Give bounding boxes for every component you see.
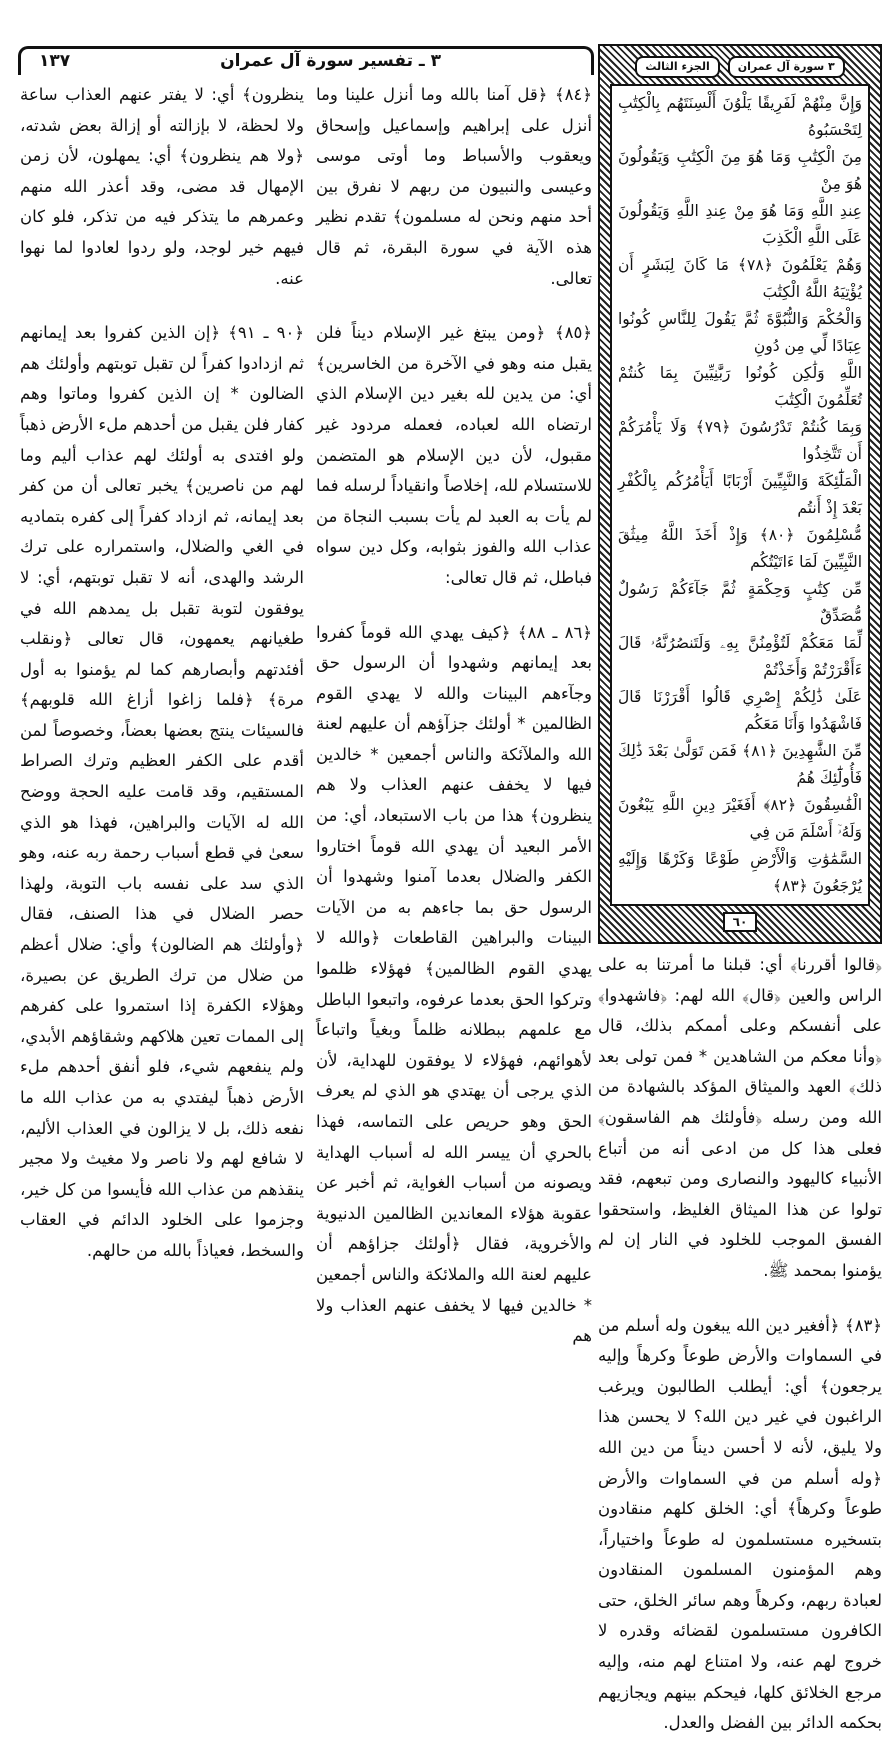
quran-line: الْفَٰسِقُونَ ﴿٨٢﴾ أَفَغَيْرَ دِينِ اللَّهِ يَبْغُونَ وَلَهُۥٓ أَسْلَمَ مَن فِي	[618, 796, 863, 841]
paragraph: ﴿٨٥﴾ ﴿ومن يبتغ غير الإسلام ديناً فلن يقبل منه وهو في الآخرة من الخاسرين﴾ أي: من يدين لله بغير دين الإسلام الذي ارتضاه الله لعباده، فعمله مردود غير مقبول، لأن دين الإسلام هو المتضمن للاستسلام لله، إخلاصاً وانقياداً لرسله فما لم يأت به العبد لم يأت بسبب النجاة من عذاب الله والفوز بثوابه، وكل دين سواه فباطل، ثم قال تعالى:	[316, 323, 592, 587]
quran-line: مِّنَ الشَّٰهِدِينَ ﴿٨١﴾ فَمَن تَوَلَّىٰ بَعْدَ ذَٰلِكَ فَأُولَٰٓئِكَ هُمُ	[618, 742, 862, 787]
sura-label: ٣ سورة آل عمران	[728, 56, 845, 78]
column-right	[598, 950, 882, 1763]
quran-line: وَهُمْ يَعْلَمُونَ ﴿٧٨﴾ مَا كَانَ لِبَشَرٍ أَن يُؤْتِيَهُ اللَّهُ الْكِتَٰبَ	[618, 256, 862, 301]
quran-line: السَّمَٰوَٰتِ وَالْأَرْضِ طَوْعًا وَكَرْهًا وَإِلَيْهِ يُرْجَعُونَ ﴿٨٣﴾	[618, 850, 862, 895]
mushaf-page-box	[598, 44, 882, 944]
juz-label: الجزء الثالث	[635, 56, 719, 78]
quran-line: وَبِمَا كُنتُمْ تَدْرُسُونَ ﴿٧٩﴾ وَلَا يَأْمُرَكُمْ أَن تَتَّخِذُوا	[618, 418, 862, 463]
quran-line: الْمَلَٰٓئِكَةَ وَالنَّبِيِّينَ أَرْبَابًا أَيَأْمُرُكُم بِالْكُفْرِ بَعْدَ إِذْ أَنتُم	[618, 472, 862, 517]
quran-line: مُّسْلِمُونَ ﴿٨٠﴾ وَإِذْ أَخَذَ اللَّهُ مِيثَٰقَ النَّبِيِّينَ لَمَا ءَاتَيْتُكُم	[618, 526, 862, 571]
paragraph: ﴿٨٦ ـ ٨٨﴾ ﴿كيف يهدي الله قوماً كفروا بعد إيمانهم وشهدوا أن الرسول حق وجآءهم البينات والله لا يهدي القوم الظالمين * أولئك جزآؤهم أن عليهم لعنة الله والملآئكة والناس أجمعين * خالدين فيها لا يخفف عنهم العذاب ولا هم ينظرون﴾ هذا من باب الاستبعاد، أي: من الأمر البعيد أن يهدي الله قوماً اختاروا الكفر والضلال بعدما آمنوا وشهدوا أن الرسول حق بما جاءهم به من الآيات البينات والبراهين القاطعات ﴿والله لا يهدي القوم الظالمين﴾ فهؤلاء ظلموا وتركوا الحق بعدما عرفوه، واتبعوا الباطل مع علمهم ببطلانه ظلماً وبغياً واتباعاً لأهوائهم، فهؤلاء لا يوفقون للهداية، لأن الذي يرجى أن يهتدي هو الذي لم يعرف الحق وهو حريص على التماسه، فهذا بالحري أن ييسر الله له أسباب الهداية ويصونه من أسباب الغواية، ثم أخبر عن عقوبة هؤلاء المعاندين الظالمين الدنيوية والأخروية، فقال ﴿أولئك جزاؤهم أن عليهم لعنة الله والملائكة والناس أجمعين * خالدين فيها لا يخفف عنهم العذاب ولا هم	[316, 622, 592, 1346]
paragraph: ﴿قالوا أقررنا﴾ أي: قبلنا ما أمرتنا به على الراس والعين ﴿قال﴾ الله لهم: ﴿فاشهدوا﴾ على أنفسكم وعلى أممكم بذلك، قال ﴿وأنا معكم من الشاهدين * فمن تولى بعد ذلك﴾ العهد والميثاق المؤكد بالشهادة من الله ومن رسله ﴿فأولئك هم الفاسقون﴾ فعلى هذا كل من ادعى أنه من أتباع الأنبياء كاليهود والنصارى ومن تبعهم، فقد تولوا عن هذا الميثاق الغليظ، واستحقوا الفسق الموجب للخلود في النار إن لم يؤمنوا بمحمد ﷺ.	[598, 955, 882, 1280]
mushaf-page-number: ٦٠	[723, 912, 758, 932]
right-column-area	[598, 44, 882, 1763]
running-header	[18, 46, 594, 75]
paragraph: ينظرون﴾ أي: لا يفتر عنهم العذاب ساعة ولا لحظة، لا بإزالته أو إزالة بعض شدته، ﴿ولا هم ينظرون﴾ أي: يمهلون، لأن زمن الإمهال قد مضى، وقد أعذر الله منهم وعمرهم ما يتذكر فيه من تذكر، فلو كان فيهم خير لوجد، ولو ردوا لعادوا لما نهوا عنه.	[20, 85, 304, 288]
quran-line: وَالْحُكْمَ وَالنُّبُوَّةَ ثُمَّ يَقُولَ لِلنَّاسِ كُونُوا عِبَادًا لِّي مِن دُونِ	[618, 310, 862, 355]
column-middle	[316, 80, 592, 1376]
quran-line: مِنَ الْكِتَٰبِ وَمَا هُوَ مِنَ الْكِتَٰبِ وَيَقُولُونَ هُوَ مِنْ	[618, 148, 862, 193]
paragraph: ﴿٨٤﴾ ﴿قل آمنا بالله وما أنزل علينا وما أنزل على إبراهيم وإسماعيل وإسحاق ويعقوب والأسباط وما أوتى موسى وعيسى والنبيون من ربهم لا نفرق بين أحد منهم ونحن له مسلمون﴾ تقدم نظير هذه الآية في سورة البقرة، ثم قال تعالى.	[316, 85, 592, 288]
running-title: ٣ ـ تفسير سورة آل عمران	[220, 51, 441, 71]
quran-line: وَإِنَّ مِنْهُمْ لَفَرِيقًا يَلْوُنَ أَلْسِنَتَهُم بِالْكِتَٰبِ لِتَحْسَبُوهُ	[618, 94, 862, 139]
quran-line: لِّمَا مَعَكُمْ لَتُؤْمِنُنَّ بِهِۦ وَلَتَنصُرُنَّهُۥ قَالَ ءَأَقْرَرْتُمْ وَأَخَذْتُمْ	[618, 634, 862, 679]
quran-text	[610, 84, 870, 906]
page-number: ١٣٧	[39, 51, 71, 71]
quran-line: اللَّهِ وَلَٰكِن كُونُوا رَبَّٰنِيِّينَ بِمَا كُنتُمْ تُعَلِّمُونَ الْكِتَٰبَ	[618, 364, 862, 409]
mushaf-footer	[610, 912, 870, 932]
mushaf-header-tabs	[610, 56, 870, 78]
quran-line: عَلَىٰ ذَٰلِكُمْ إِصْرِي قَالُوا أَقْرَرْنَا قَالَ فَاشْهَدُوا وَأَنَا مَعَكُم	[618, 688, 862, 733]
column-left	[20, 80, 304, 1291]
quran-line: مِّن كِتَٰبٍ وَحِكْمَةٍ ثُمَّ جَآءَكُمْ رَسُولٌ مُّصَدِّقٌ	[618, 580, 862, 625]
paragraph: ﴿٨٣﴾ ﴿أفغير دين الله يبغون وله أسلم من في السماوات والأرض طوعاً وكرهاً وإليه يرجعون﴾ أي: أيطلب الطالبون ويرغب الراغبون في غير دين الله؟ لا يحسن هذا ولا يليق، لأنه لا أحسن ديناً من دين الله ﴿وله أسلم من في السماوات والأرض طوعاً وكرهاً﴾ أي: الخلق كلهم منقادون بتسخيره مستسلمون له طوعاً واختياراً، وهم المؤمنون المسلمون المنقادون لعبادة ربهم، وكرهاً وهم سائر الخلق، حتى الكافرون مستسلمون لقضائه وقدره لا خروج لهم عنه، ولا امتناع لهم منه، وإليه مرجع الخلائق كلها، فيحكم بينهم ويجازيهم بحكمه الدائر بين الفضل والعدل.	[598, 1315, 882, 1733]
quran-line: عِندِ اللَّهِ وَمَا هُوَ مِنْ عِندِ اللَّهِ وَيَقُولُونَ عَلَى اللَّهِ الْكَذِبَ	[618, 202, 862, 247]
paragraph: ﴿٩٠ ـ ٩١﴾ ﴿إن الذين كفروا بعد إيمانهم ثم ازدادوا كفراً لن تقبل توبتهم وأولئك هم الضالون * إن الذين كفروا وماتوا وهم كفار فلن يقبل من أحدهم ملء الأرض ذهباً ولو افتدى به أولئك لهم عذاب أليم وما لهم من ناصرين﴾ يخبر تعالى أن من كفر بعد إيمانه، ثم ازداد كفراً إلى كفره بتماديه في الغي والضلال، واستمراره على ترك الرشد والهدى، أنه لا تقبل توبتهم، أي: لا يوفقون لتوبة تقبل بل يمدهم الله في طغيانهم يعمهون، قال تعالى ﴿ونقلب أفئدتهم وأبصارهم كما لم يؤمنوا به أول مرة﴾ ﴿فلما زاغوا أزاغ الله قلوبهم﴾ فالسيئات ينتج بعضها بعضاً، وخصوصاً لمن أقدم على الكفر العظيم وترك الصراط المستقيم، وقد قامت عليه الحجة ووضح الله له الآيات والبراهين، فهذا هو الذي سعىٰ في قطع أسباب رحمة ربه عنه، وهو الذي سد على نفسه باب التوبة، ولهذا حصر الضلال في هذا الصنف، فقال ﴿وأولئك هم الضالون﴾ وأي: ضلال أعظم من ضلال من ترك الطريق عن بصيرة، وهؤلاء الكفرة إذا استمروا على كفرهم إلى الممات تعين هلاكهم وشقاؤهم الأبدي، ولم ينفعهم شيء، فلو أنفق أحدهم ملء الأرض ذهباً ليفتدي به من عذاب الله ما نفعه ذلك، بل لا يزالون في العذاب الأليم، لا شافع لهم ولا ناصر ولا مغيث ولا مجير ينقذهم من عذاب الله فأيسوا من كل خير، وجزموا على الخلود الدائم في العقاب والسخط، فعياذاً بالله من حالهم.	[20, 323, 304, 1260]
